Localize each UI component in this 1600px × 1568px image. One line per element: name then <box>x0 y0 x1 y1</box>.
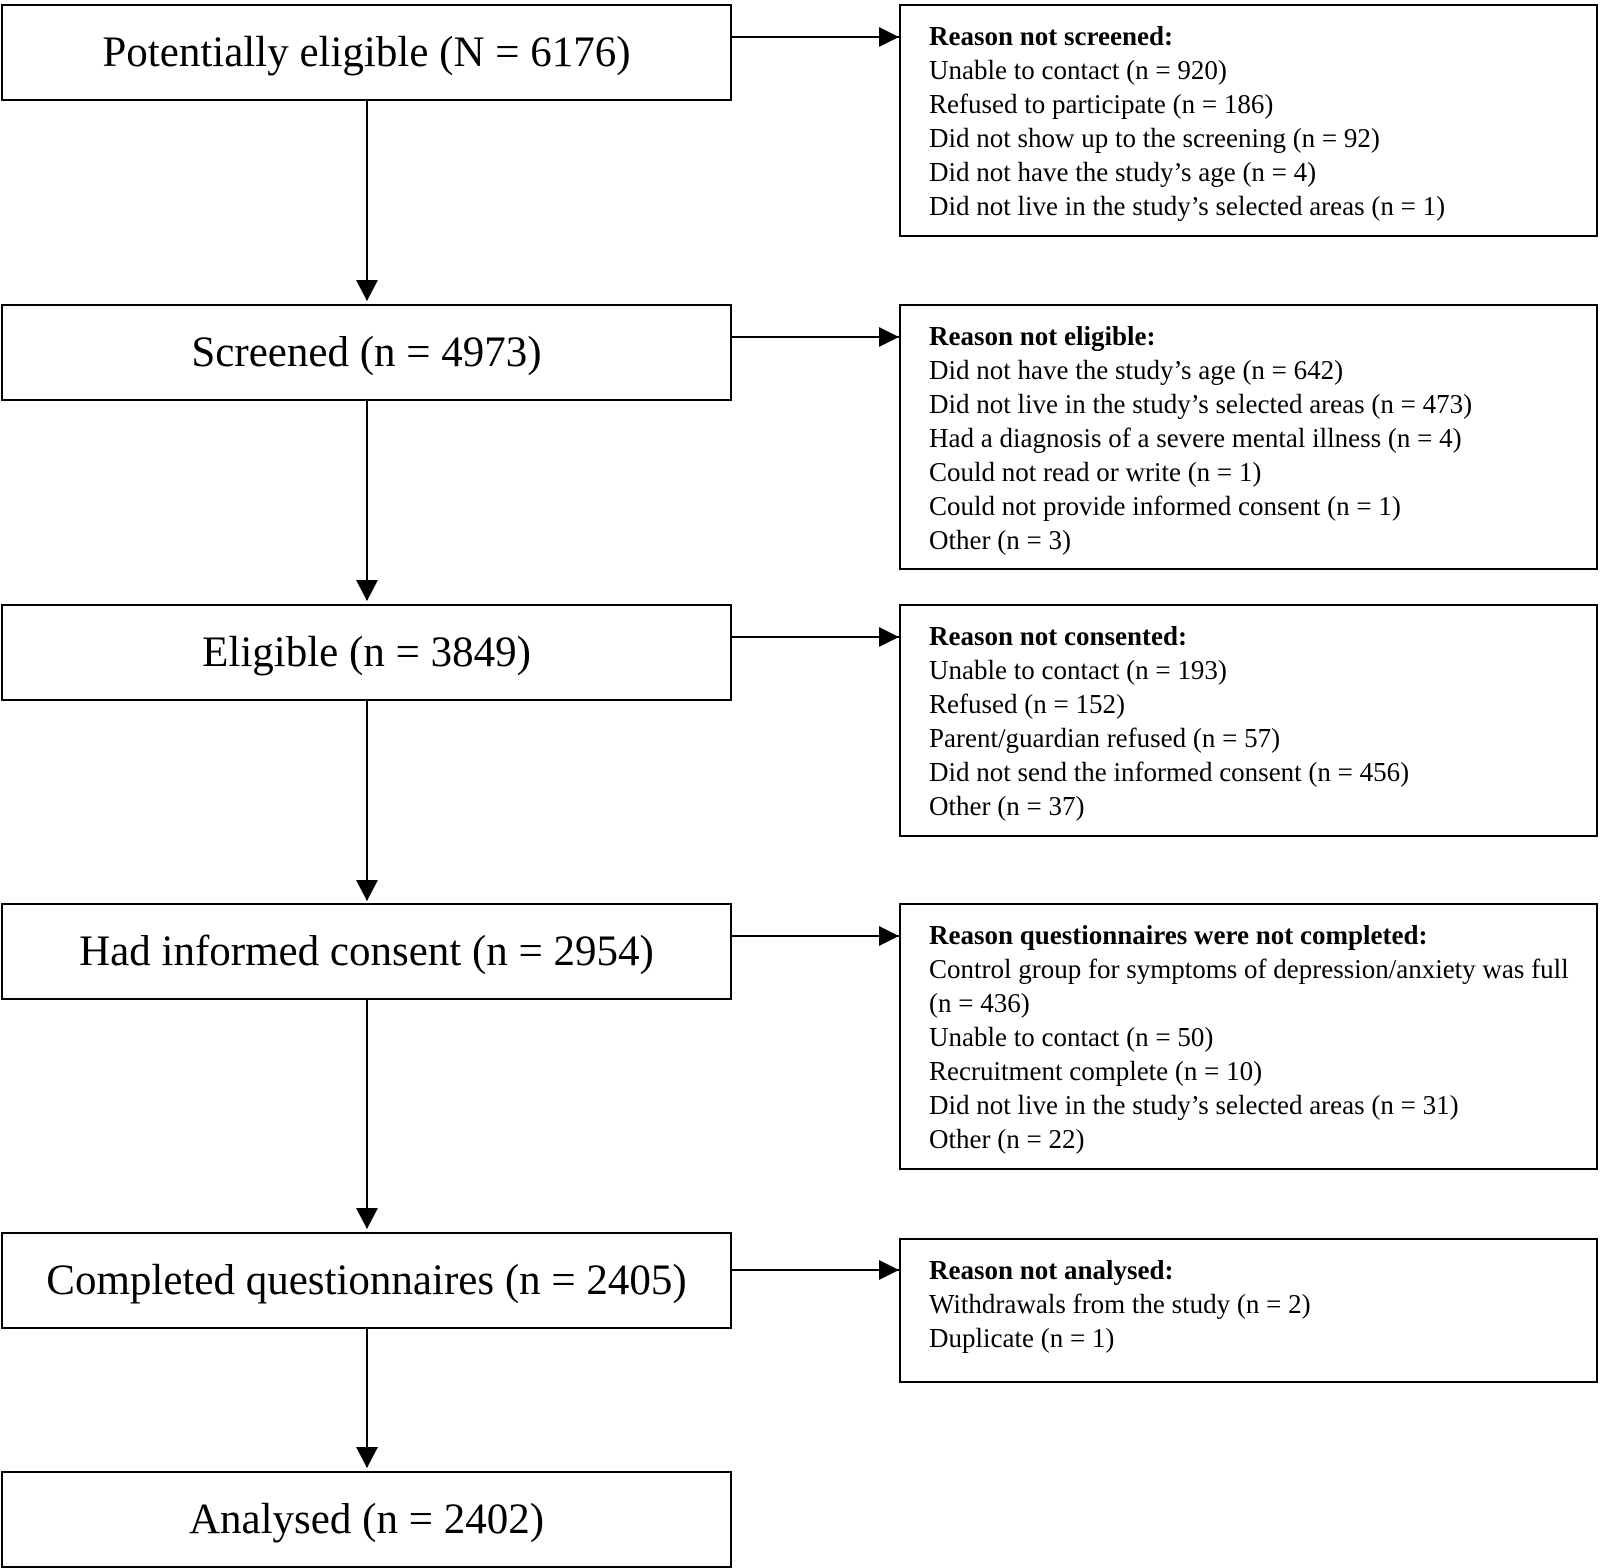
exclusion-title: Reason not analysed: <box>929 1255 1174 1285</box>
flow-arrowhead-3 <box>356 880 378 901</box>
stage-label: Completed questionnaires (n = 2405) <box>46 1257 687 1304</box>
stage-had-informed-consent <box>1 903 732 1000</box>
stage-label: Screened (n = 4973) <box>191 329 542 376</box>
exclusion-arrowhead-5 <box>879 1260 899 1280</box>
flow-arrowhead-2 <box>356 580 378 601</box>
exclusion-title: Reason not screened: <box>929 21 1173 51</box>
exclusion-reason: Withdrawals from the study (n = 2) <box>929 1289 1311 1319</box>
exclusion-box-questionnaires-not-completed <box>899 903 1598 1170</box>
exclusion-arrowhead-3 <box>879 627 899 647</box>
exclusion-reason: Could not read or write (n = 1) <box>929 457 1262 487</box>
exclusion-title: Reason not consented: <box>929 621 1188 651</box>
exclusion-reason: Other (n = 37) <box>929 791 1085 821</box>
exclusion-reason: Other (n = 3) <box>929 525 1071 555</box>
exclusion-reason: Did not live in the study’s selected areas (n = 473) <box>929 389 1473 419</box>
exclusion-reason: Unable to contact (n = 193) <box>929 655 1227 685</box>
flow-arrowhead-4 <box>356 1208 378 1229</box>
exclusion-box-not-consented <box>899 604 1598 837</box>
exclusion-title: Reason questionnaires were not completed: <box>929 920 1428 950</box>
exclusion-reason: Did not have the study’s age (n = 4) <box>929 157 1317 187</box>
stage-analysed <box>1 1471 732 1568</box>
stage-screened <box>1 304 732 401</box>
flow-arrowhead-1 <box>356 280 378 301</box>
exclusion-reason: Other (n = 22) <box>929 1124 1085 1154</box>
stage-label: Analysed (n = 2402) <box>188 1496 545 1543</box>
flow-arrowhead-5 <box>356 1447 378 1468</box>
exclusion-reason: Control group for symptoms of depression/anxiety was full (n = 436) <box>929 954 1569 1018</box>
stage-potentially-eligible <box>1 4 732 101</box>
exclusion-arrowhead-1 <box>879 27 899 47</box>
stage-completed-questionnaires <box>1 1232 732 1329</box>
exclusion-box-not-analysed <box>899 1238 1598 1383</box>
stage-label: Eligible (n = 3849) <box>202 629 531 676</box>
exclusion-reason: Unable to contact (n = 50) <box>929 1022 1214 1052</box>
stage-eligible <box>1 604 732 701</box>
exclusion-reason: Refused to participate (n = 186) <box>929 89 1274 119</box>
exclusion-reason: Parent/guardian refused (n = 57) <box>929 723 1281 753</box>
exclusion-reason: Refused (n = 152) <box>929 689 1125 719</box>
stage-label: Potentially eligible (N = 6176) <box>102 29 631 76</box>
exclusion-reason: Did not send the informed consent (n = 456) <box>929 757 1410 787</box>
exclusion-reason: Did not show up to the screening (n = 92) <box>929 123 1380 153</box>
exclusion-reason: Did not live in the study’s selected areas (n = 31) <box>929 1090 1459 1120</box>
exclusion-reason: Duplicate (n = 1) <box>929 1323 1115 1353</box>
exclusion-reason: Did not live in the study’s selected areas (n = 1) <box>929 191 1446 221</box>
exclusion-reason: Could not provide informed consent (n = 1) <box>929 491 1401 521</box>
exclusion-box-not-screened <box>899 4 1598 237</box>
exclusion-box-not-eligible <box>899 304 1598 570</box>
exclusion-reason: Had a diagnosis of a severe mental illness (n = 4) <box>929 423 1462 453</box>
exclusion-reason: Unable to contact (n = 920) <box>929 55 1227 85</box>
exclusion-reason: Did not have the study’s age (n = 642) <box>929 355 1344 385</box>
exclusion-reason: Recruitment complete (n = 10) <box>929 1056 1263 1086</box>
stage-label: Had informed consent (n = 2954) <box>79 928 654 975</box>
exclusion-title: Reason not eligible: <box>929 321 1156 351</box>
exclusion-arrowhead-2 <box>879 327 899 347</box>
exclusion-arrowhead-4 <box>879 926 899 946</box>
